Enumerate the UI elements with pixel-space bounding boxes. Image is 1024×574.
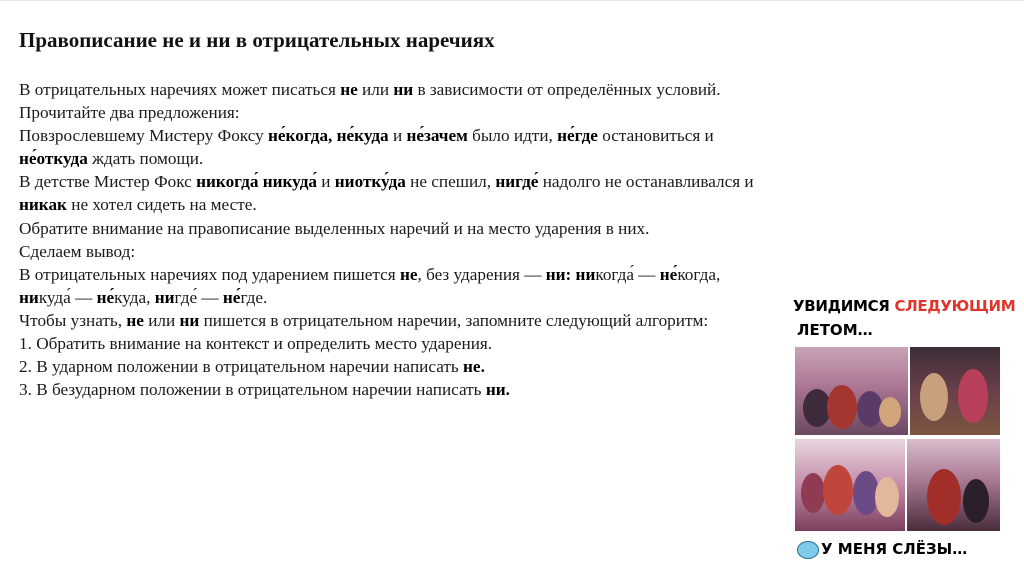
text-line xyxy=(19,78,859,101)
slide-body xyxy=(19,78,859,401)
text-line xyxy=(19,309,859,332)
bold-segment: не. xyxy=(463,357,485,377)
text-segment: В отрицательных наречиях может писаться xyxy=(19,80,341,99)
comic-meme-image xyxy=(793,293,1016,565)
text-segment: В детстве Мистер Фокс xyxy=(19,172,197,192)
bold-segment: не́ xyxy=(96,287,115,307)
text-line xyxy=(19,147,859,170)
text-segment: и xyxy=(316,172,335,192)
text-segment: 1. Обратить внимание на контекст и определить место ударения. xyxy=(19,334,493,354)
meme-bottom-text: У МЕНЯ СЛЁЗЫ… xyxy=(821,540,968,558)
text-line xyxy=(19,240,859,263)
bold-segment: ни. xyxy=(485,380,510,400)
text-segment: В отрицательных наречиях под ударением пишется xyxy=(19,264,400,284)
text-segment: Прочитайте два предложения: xyxy=(19,103,240,123)
text-segment: не хотел сидеть на месте. xyxy=(66,195,257,215)
text-segment: где́ — xyxy=(174,287,223,307)
bold-segment: ни: xyxy=(545,264,572,284)
text-line xyxy=(19,193,859,216)
bold-segment: никогда́ никуда́ xyxy=(196,172,317,192)
text-segment: или xyxy=(143,310,180,330)
text-segment: и xyxy=(388,126,407,146)
text-segment: , без ударения — xyxy=(417,264,546,284)
bold-segment: никак xyxy=(19,195,67,215)
text-segment: не спешил, xyxy=(405,172,496,192)
text-line xyxy=(19,355,859,378)
text-segment: остановиться и xyxy=(597,126,714,146)
text-segment: надолго не останавливался и xyxy=(538,172,754,192)
text-segment: Сделаем вывод: xyxy=(19,241,136,261)
bold-segment: не xyxy=(340,80,358,99)
text-line xyxy=(19,286,859,309)
text-segment: 2. В ударном положении в отрицательном наречии написать xyxy=(19,357,464,377)
comic-panel-4 xyxy=(907,439,1000,531)
bold-segment: не́откуда xyxy=(19,149,88,169)
text-segment: куда́ — xyxy=(38,287,97,307)
bold-segment: не́когда, не́куда xyxy=(268,126,389,146)
text-line xyxy=(19,217,859,240)
text-segment: ждать помощи. xyxy=(87,149,204,169)
bold-segment: не́где xyxy=(557,126,598,146)
text-segment: когда, xyxy=(677,264,721,284)
bold-segment: ниотку́да xyxy=(334,172,406,192)
text-segment: Обратите внимание на правописание выделенных наречий и на место ударения в них. xyxy=(19,218,650,238)
bold-segment: ни xyxy=(393,80,414,99)
bold-segment: не xyxy=(399,264,418,284)
slide-title: Правописание не и ни в отрицательных наречиях xyxy=(19,28,495,52)
text-line xyxy=(19,332,859,355)
meme-word-2: СЛЕДУЮЩИМ xyxy=(894,297,1016,315)
bold-segment: ни xyxy=(19,287,39,307)
meme-caption-bottom xyxy=(793,540,1003,562)
text-segment: куда, xyxy=(114,287,155,307)
meme-line-2: ЛЕТОМ… xyxy=(797,321,873,339)
text-line xyxy=(19,378,859,401)
text-segment: где. xyxy=(240,287,268,307)
bold-segment: ни xyxy=(575,264,596,284)
crying-emoji-icon xyxy=(797,541,819,559)
text-segment: было идти, xyxy=(467,126,558,146)
meme-caption-top xyxy=(793,295,1016,345)
bold-segment: не́зачем xyxy=(406,126,468,146)
comic-panel-2 xyxy=(910,347,1000,435)
text-segment: пишется в отрицательном наречии, запомните следующий алгоритм: xyxy=(199,310,709,330)
bold-segment: ни xyxy=(154,287,175,307)
text-segment: в зависимости от определённых условий. xyxy=(413,80,721,99)
bold-segment: нигде́ xyxy=(495,172,539,192)
meme-word-1: УВИДИМСЯ xyxy=(793,297,890,315)
bold-segment: не xyxy=(126,310,144,330)
bold-segment: не́ xyxy=(222,287,241,307)
comic-panel-1 xyxy=(795,347,908,435)
text-segment: Чтобы узнать, xyxy=(19,310,127,330)
text-segment: Повзрослевшему Мистеру Фоксу xyxy=(19,126,269,146)
text-line xyxy=(19,101,859,124)
text-line xyxy=(19,124,859,147)
top-border xyxy=(0,0,1024,1)
text-segment: когда́ — xyxy=(595,264,660,284)
comic-panel-3 xyxy=(795,439,905,531)
text-segment: или xyxy=(357,80,394,99)
text-line xyxy=(19,170,859,193)
text-segment: 3. В безударном положении в отрицательном наречии написать xyxy=(19,380,486,400)
bold-segment: не́ xyxy=(659,264,678,284)
bold-segment: ни xyxy=(179,310,200,330)
text-line xyxy=(19,263,859,286)
